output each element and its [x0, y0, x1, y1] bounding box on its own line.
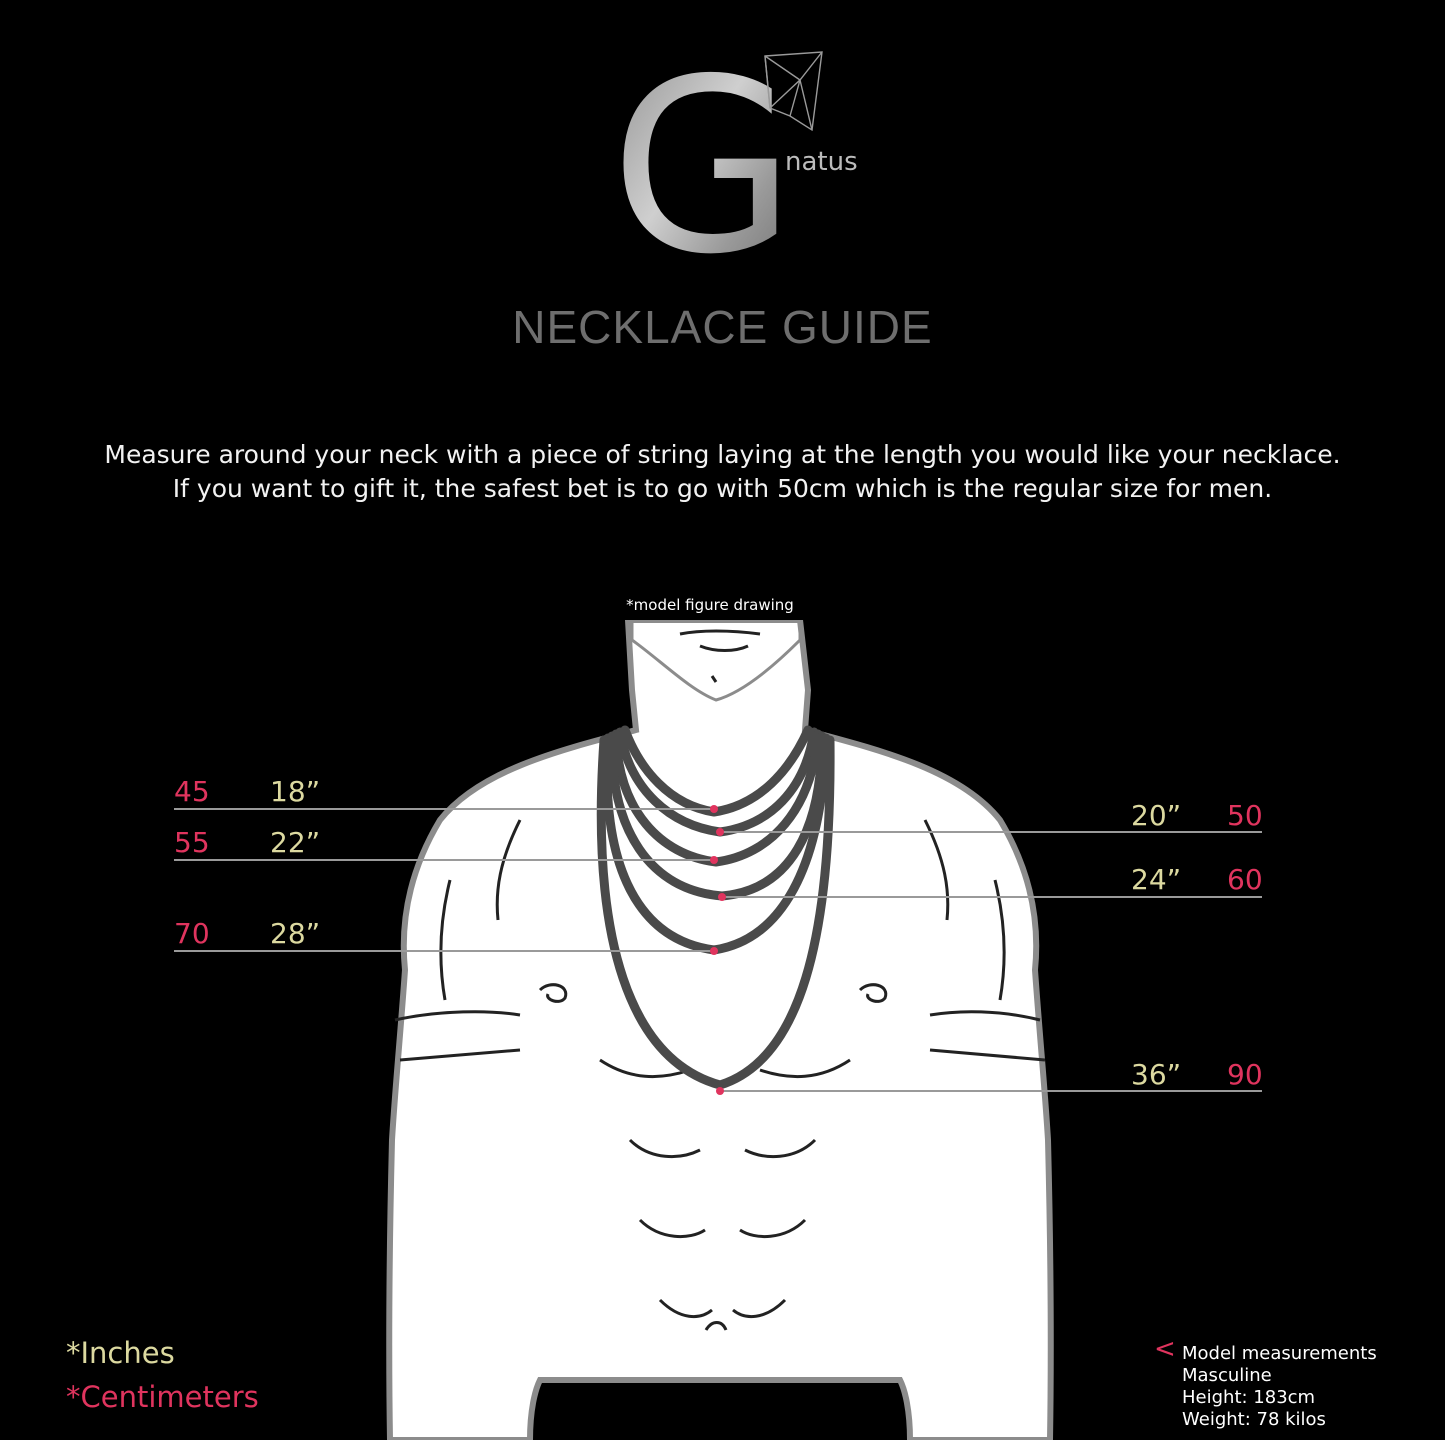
legend-inches: *Inches	[66, 1336, 175, 1370]
logo-wordmark: natus	[785, 147, 858, 177]
model-measurements	[1154, 1334, 1377, 1431]
logo-letter: G	[610, 40, 796, 280]
intro-text	[0, 438, 1445, 506]
model-height: Height: 183cm	[1182, 1387, 1316, 1408]
size-label-inches: 36”	[1131, 1058, 1182, 1091]
size-label-inches: 24”	[1131, 863, 1182, 896]
gnatus-logo	[600, 40, 860, 280]
intro-line-1: Measure around your neck with a piece of string laying at the length you would like your necklace.	[104, 440, 1341, 469]
size-label-cm: 60	[1227, 863, 1263, 896]
size-label-cm: 55	[174, 826, 210, 859]
model-weight: Weight: 78 kilos	[1182, 1409, 1326, 1430]
size-label-inches: 28”	[270, 917, 321, 950]
chevron-left-icon: <	[1154, 1334, 1176, 1364]
size-label-cm: 90	[1227, 1058, 1263, 1091]
size-label-cm: 45	[174, 775, 210, 808]
size-label-inches: 22”	[270, 826, 321, 859]
model-build: Masculine	[1182, 1365, 1272, 1386]
intro-line-2: If you want to gift it, the safest bet is to go with 50cm which is the regular size for men.	[172, 474, 1273, 503]
size-label-cm: 50	[1227, 799, 1263, 832]
page-title: NECKLACE GUIDE	[512, 301, 933, 353]
size-label-inches: 20”	[1131, 799, 1182, 832]
model-heading: Model measurements	[1182, 1343, 1377, 1364]
size-label-inches: 18”	[270, 775, 321, 808]
legend-centimeters: *Centimeters	[66, 1380, 259, 1414]
size-label-cm: 70	[174, 917, 210, 950]
model-figure	[0, 620, 1445, 1440]
torso-outline	[389, 620, 1051, 1440]
figure-caption: *model figure drawing	[626, 596, 794, 614]
